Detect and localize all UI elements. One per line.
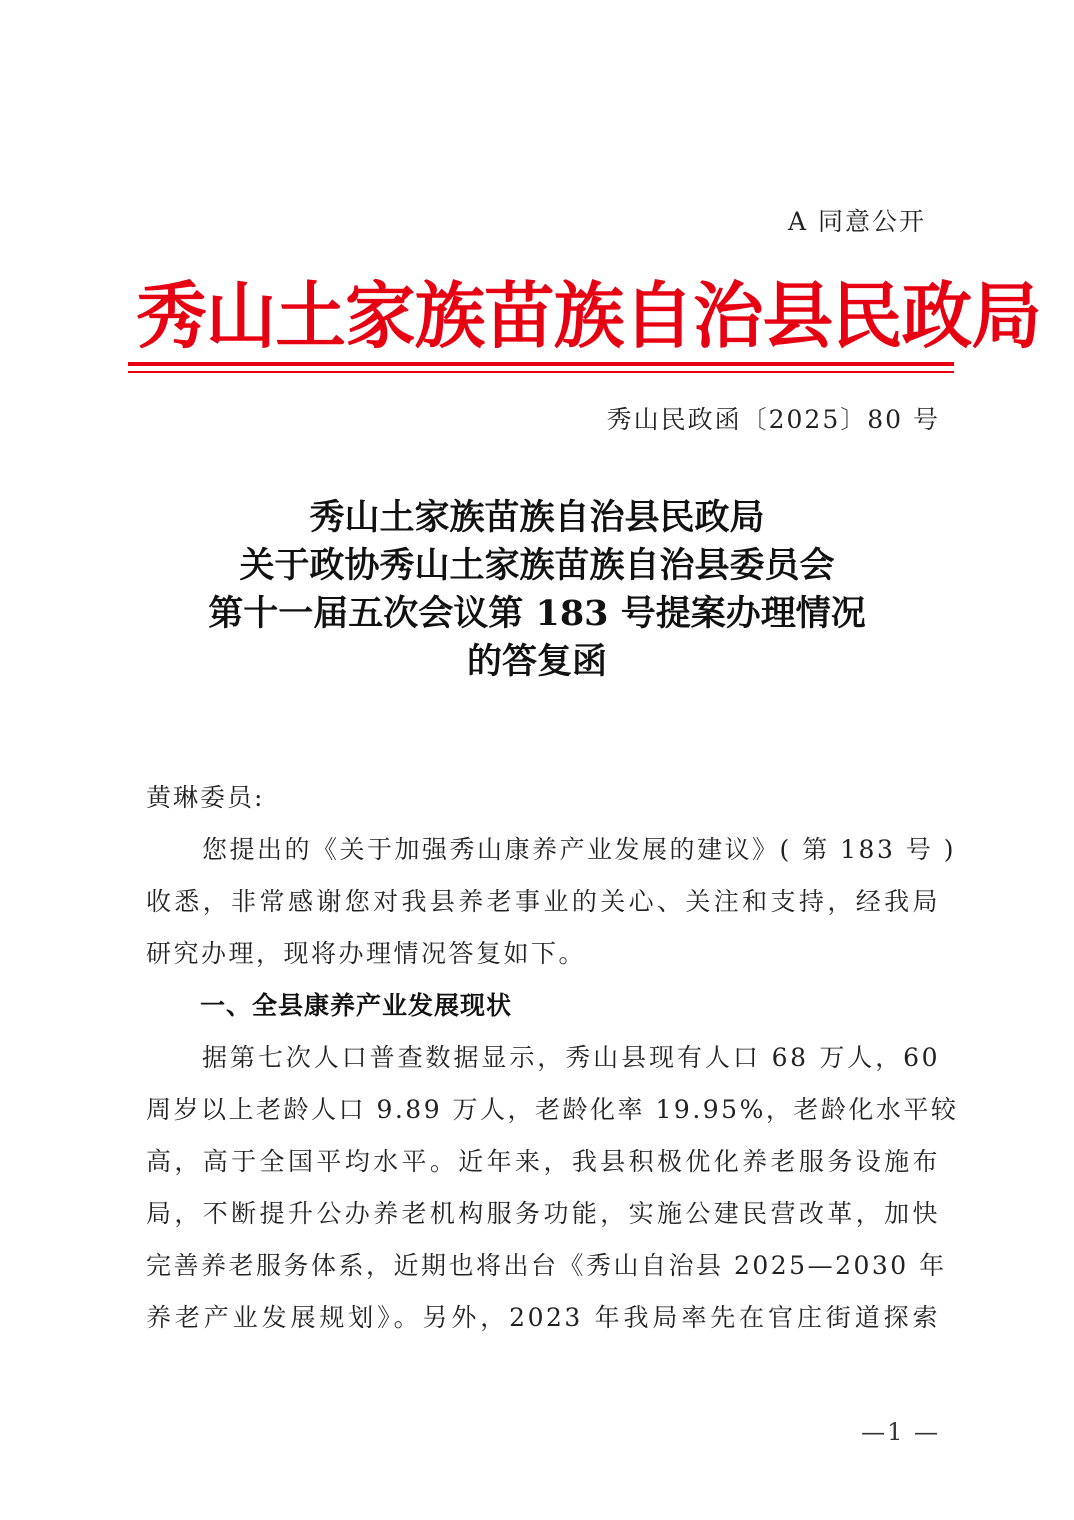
document-title	[100, 494, 974, 686]
paragraph-line: 完善养老服务体系，近期也将出台《秀山自治县 2025—2030 年	[146, 1251, 947, 1280]
page-number: —1 —	[861, 1418, 940, 1446]
disclosure-label: A 同意公开	[787, 207, 926, 236]
paragraph-line: 据第七次人口普查数据显示，秀山县现有人口 68 万人，60	[202, 1043, 940, 1072]
paragraph-acknowledgement	[146, 824, 957, 980]
document-number: 秀山民政函〔2025〕80 号	[606, 405, 940, 434]
red-divider-thin	[128, 371, 954, 373]
paragraph-line: 周岁以上老龄人口 9.89 万人，老龄化率 19.95%，老龄化水平较	[146, 1095, 959, 1124]
paragraph-line: 研究办理，现将办理情况答复如下。	[146, 939, 587, 968]
agency-header: 秀山土家族苗族自治县民政局	[136, 273, 1041, 358]
title-line: 秀山土家族苗族自治县民政局	[309, 497, 765, 538]
paragraph-current-status	[146, 1032, 959, 1344]
paragraph-line: 高，高于全国平均水平。近年来，我县积极优化养老服务设施布	[146, 1147, 940, 1176]
title-line: 第十一届五次会议第 183 号提案办理情况	[208, 593, 866, 634]
red-divider-thick	[128, 362, 954, 366]
salutation: 黄琳委员:	[146, 783, 265, 812]
paragraph-line: 收悉，非常感谢您对我县养老事业的关心、关注和支持，经我局	[146, 887, 940, 916]
paragraph-line: 您提出的《关于加强秀山康养产业发展的建议》( 第 183 号 )	[202, 835, 957, 864]
section-heading: 一、全县康养产业发展现状	[200, 991, 513, 1020]
paragraph-line: 养老产业发展规划》。另外，2023 年我局率先在官庄街道探索	[146, 1303, 940, 1332]
title-line: 关于政协秀山土家族苗族自治县委员会	[239, 545, 835, 586]
title-line: 的答复函	[466, 641, 607, 682]
paragraph-line: 局，不断提升公办养老机构服务功能，实施公建民营改革，加快	[146, 1199, 940, 1228]
